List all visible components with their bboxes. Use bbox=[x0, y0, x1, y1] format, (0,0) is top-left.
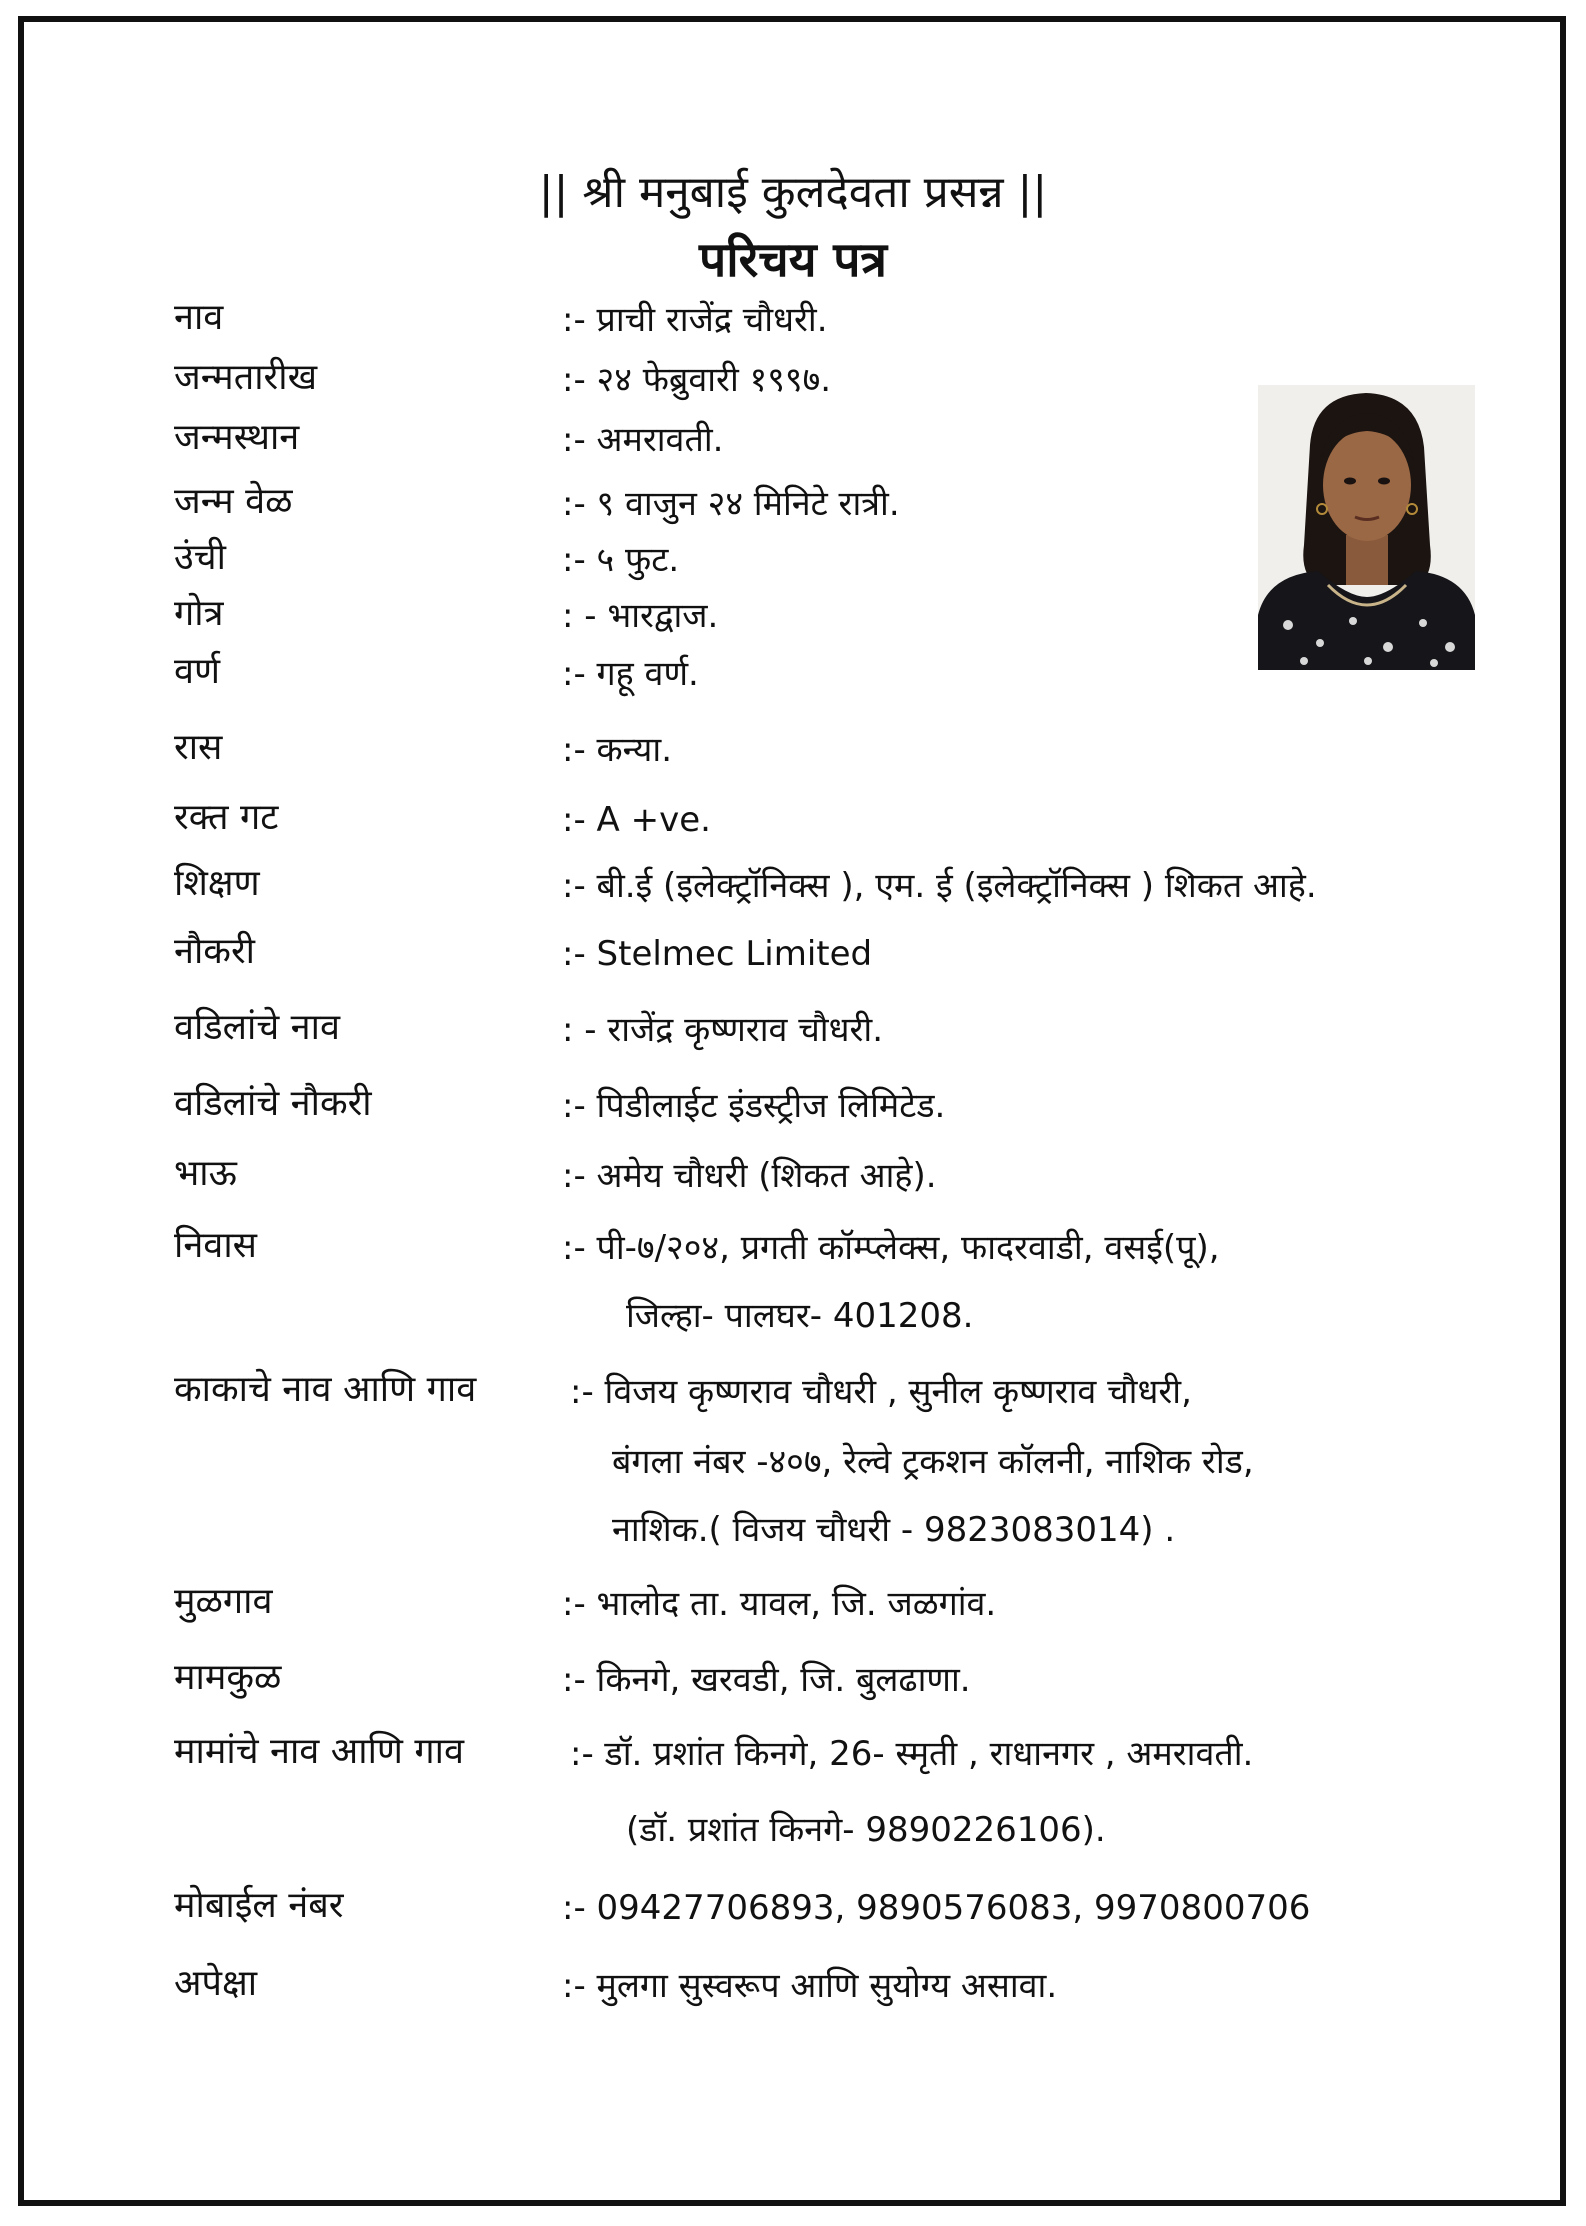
label-complexion: वर्ण bbox=[174, 651, 221, 692]
label-brother: भाऊ bbox=[174, 1153, 237, 1194]
value-father-name: : - राजेंद्र कृष्णराव चौधरी. bbox=[562, 1010, 884, 1050]
label-rashi: रास bbox=[174, 727, 223, 768]
value-birthdate: :- २४ फेब्रुवारी १९९७. bbox=[562, 360, 832, 400]
label-residence: निवास bbox=[174, 1225, 257, 1266]
document-title: परिचय पत्र bbox=[698, 232, 888, 288]
label-native-village: मुळगाव bbox=[174, 1581, 273, 1622]
value-brother: :- अमेय चौधरी (शिकत आहे). bbox=[562, 1156, 937, 1196]
value-expectation: :- मुलगा सुस्वरूप आणि सुयोग्य असावा. bbox=[562, 1966, 1058, 2006]
label-education: शिक्षण bbox=[174, 863, 260, 904]
label-height: उंची bbox=[174, 537, 226, 578]
value-rashi: :- कन्या. bbox=[562, 730, 673, 770]
value-height: :- ५ फुट. bbox=[562, 540, 680, 580]
label-mobile: मोबाईल नंबर bbox=[174, 1885, 344, 1926]
label-name: नाव bbox=[174, 297, 224, 338]
value-mobile: :- 09427706893, 9890576083, 9970800706 bbox=[562, 1888, 1311, 1928]
label-birth-time: जन्म वेळ bbox=[174, 481, 293, 522]
invocation-heading: || श्री मनुबाई कुलदेवता प्रसन्न || bbox=[538, 167, 1048, 218]
label-job: नौकरी bbox=[174, 931, 256, 972]
label-expectation: अपेक्षा bbox=[174, 1963, 258, 2004]
value-name: :- प्राची राजेंद्र चौधरी. bbox=[562, 300, 828, 340]
value-job: :- Stelmec Limited bbox=[562, 934, 873, 974]
value-gotra: : - भारद्वाज. bbox=[562, 596, 719, 636]
label-maternal-uncle: मामांचे नाव आणि गाव bbox=[174, 1731, 464, 1772]
label-birthplace: जन्मस्थान bbox=[174, 417, 300, 458]
value-uncle: :- विजय कृष्णराव चौधरी , सुनील कृष्णराव चौधरी, bbox=[570, 1372, 1192, 1412]
value-birthplace: :- अमरावती. bbox=[562, 420, 724, 460]
value-native-village: :- भालोद ता. यावल, जि. जळगांव. bbox=[562, 1584, 997, 1624]
profile-photo bbox=[1258, 385, 1475, 670]
value-education: :- बी.ई (इलेक्ट्रॉनिक्स ), एम. ई (इलेक्ट्रॉनिक्स ) शिकत आहे. bbox=[562, 866, 1317, 906]
value-residence: :- पी-७/२०४, प्रगती कॉम्प्लेक्स, फादरवाडी, वसई(पू), bbox=[562, 1228, 1220, 1268]
portrait-illustration bbox=[1258, 385, 1475, 670]
value-maternal-uncle: :- डॉ. प्रशांत किनगे, 26- स्मृती , राधानगर , अमरावती. bbox=[570, 1734, 1254, 1774]
value-uncle-line2: बंगला नंबर -४०७, रेल्वे ट्रकशन कॉलनी, नाशिक रोड, bbox=[612, 1442, 1254, 1482]
value-blood-group: :- A +ve. bbox=[562, 800, 711, 840]
label-birthdate: जन्मतारीख bbox=[174, 357, 318, 398]
label-maternal-family: मामकुळ bbox=[174, 1657, 282, 1698]
value-uncle-line3: नाशिक.( विजय चौधरी - 9823083014) . bbox=[612, 1510, 1176, 1550]
label-blood-group: रक्त गट bbox=[174, 797, 279, 838]
label-uncle: काकाचे नाव आणि गाव bbox=[174, 1369, 477, 1410]
label-father-job: वडिलांचे नौकरी bbox=[174, 1083, 372, 1124]
label-gotra: गोत्र bbox=[174, 593, 224, 634]
value-birth-time: :- ९ वाजुन २४ मिनिटे रात्री. bbox=[562, 484, 900, 524]
value-complexion: :- गहू वर्ण. bbox=[562, 654, 699, 694]
value-maternal-family: :- किनगे, खरवडी, जि. बुलढाणा. bbox=[562, 1660, 971, 1700]
value-maternal-uncle-line2: (डॉ. प्रशांत किनगे- 9890226106). bbox=[626, 1810, 1106, 1850]
value-residence-line2: जिल्हा- पालघर- 401208. bbox=[626, 1296, 974, 1336]
value-father-job: :- पिडीलाईट इंडस्ट्रीज लिमिटेड. bbox=[562, 1086, 946, 1126]
label-father-name: वडिलांचे नाव bbox=[174, 1007, 340, 1048]
